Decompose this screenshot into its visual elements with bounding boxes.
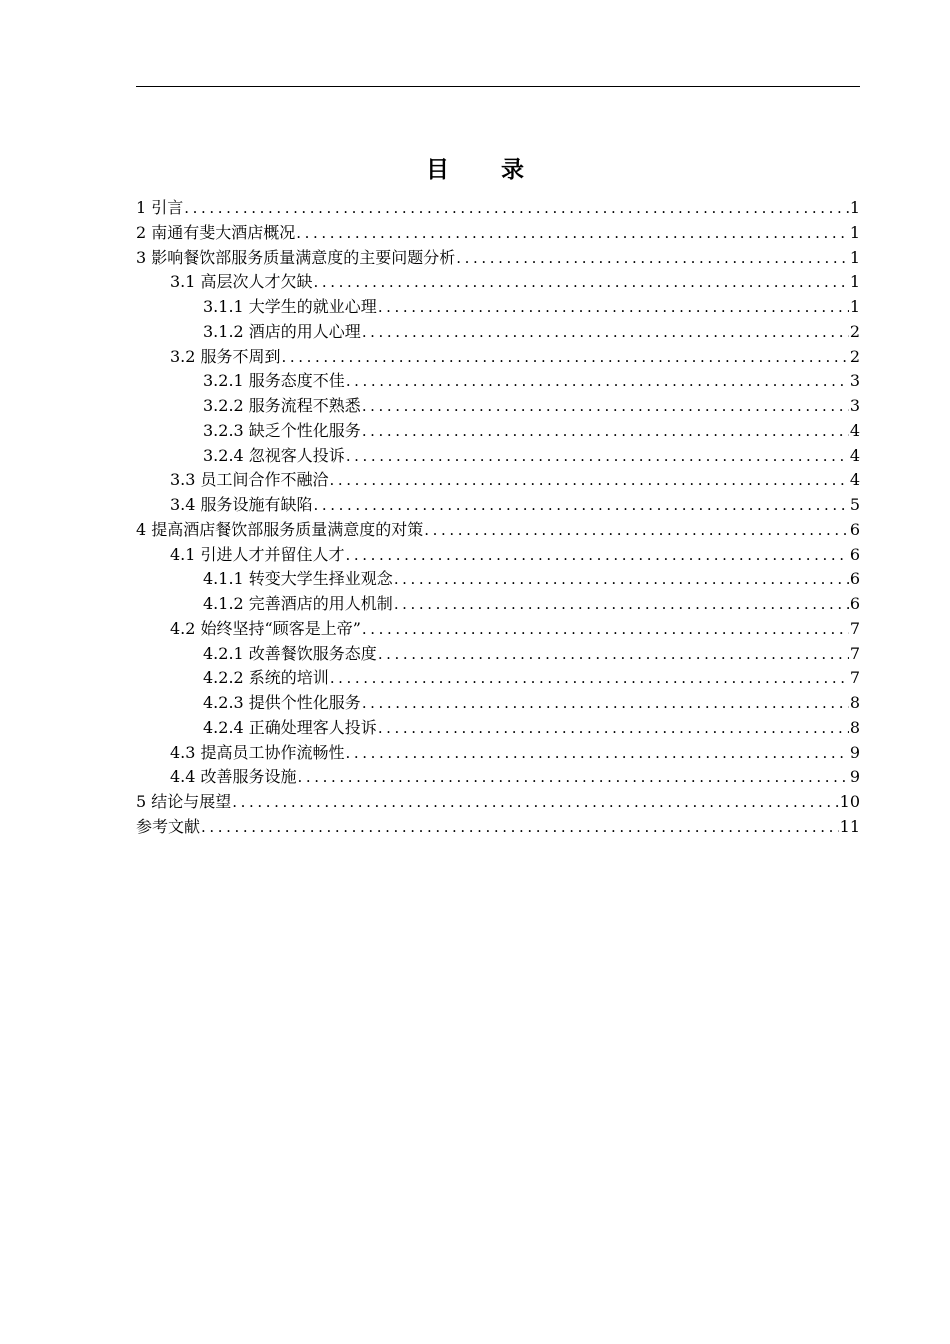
toc-entry-page-number: 9 [849, 742, 860, 762]
toc-entry-label: 3.2.2 服务流程不熟悉 [203, 396, 361, 415]
toc-entry-label: 3.2.4 忽视客人投诉 [203, 445, 345, 465]
toc-entry[interactable] [136, 518, 860, 543]
toc-dot-leader [184, 196, 849, 221]
toc-dot-leader [296, 221, 849, 246]
toc-entry-label: 4.2.4 正确处理客人投诉 [203, 717, 377, 737]
toc-entry[interactable] [136, 345, 860, 370]
toc-dot-leader [282, 345, 849, 370]
toc-entry[interactable] [136, 444, 860, 469]
header-rule [136, 86, 860, 87]
toc-entry[interactable] [136, 617, 860, 642]
toc-entry-page-number: 4 [849, 445, 860, 465]
toc-dot-leader [362, 617, 849, 642]
toc-entry-page-number: 7 [849, 618, 860, 638]
toc-dot-leader [456, 246, 849, 271]
toc-entry[interactable] [136, 246, 860, 271]
toc-dot-leader [314, 493, 849, 518]
toc-entry-label: 4.2 始终坚持“顾客是上帝” [170, 618, 361, 638]
toc-entry-page-number: 1 [849, 247, 860, 267]
toc-entry-label: 4.2.3 提供个性化服务 [203, 693, 361, 712]
toc-entry-label: 3.1.2 酒店的用人心理 [203, 321, 361, 341]
toc-entry-page-number: 2 [849, 321, 860, 341]
toc-dot-leader [330, 468, 849, 493]
toc-entry-page-number: 10 [839, 792, 860, 811]
toc-entry-page-number: 3 [849, 371, 860, 391]
toc-dot-leader [378, 642, 849, 667]
toc-entry-page-number: 2 [849, 346, 860, 366]
toc-dot-leader [346, 741, 849, 766]
toc-entry-label: 参考文献 [136, 816, 201, 836]
toc-entry-page-number: 8 [849, 693, 860, 712]
toc-entry[interactable] [136, 642, 860, 667]
toc-dot-leader [424, 518, 849, 543]
toc-entry[interactable] [136, 221, 860, 246]
toc-dot-leader [298, 765, 849, 790]
toc-entry[interactable] [136, 567, 860, 592]
toc-entry-label: 4 提高酒店餐饮部服务质量满意度的对策 [136, 519, 424, 539]
toc-entry[interactable] [136, 741, 860, 766]
toc-entry-label: 3.2 服务不周到 [170, 346, 281, 366]
toc-entry[interactable] [136, 270, 860, 295]
toc-entry[interactable] [136, 666, 860, 691]
toc-entry[interactable] [136, 394, 860, 419]
toc-entry-label: 2 南通有斐大酒店概况 [136, 222, 296, 242]
toc-entry-page-number: 9 [849, 767, 860, 787]
toc-entry[interactable] [136, 691, 860, 716]
toc-entry-label: 3.4 服务设施有缺陷 [170, 495, 313, 514]
toc-entry[interactable] [136, 419, 860, 444]
toc-dot-leader [346, 369, 849, 394]
toc-entry-label: 3.1 高层次人才欠缺 [170, 272, 313, 292]
toc-entry-page-number: 7 [849, 668, 860, 688]
toc-entry[interactable] [136, 543, 860, 568]
toc-entry-page-number: 6 [849, 519, 860, 539]
toc-entry-page-number: 1 [849, 297, 860, 316]
toc-entry-label: 4.2.2 系统的培训 [203, 668, 329, 688]
toc-entry-label: 4.1.1 转变大学生择业观念 [203, 569, 393, 589]
toc-dot-leader [346, 444, 849, 469]
toc-entry-label: 3.2.1 服务态度不佳 [203, 371, 345, 391]
page-title: 目 录 [425, 156, 546, 183]
toc-dot-leader [394, 567, 849, 592]
toc-entry[interactable] [136, 716, 860, 741]
toc-dot-leader [378, 295, 849, 320]
toc-dot-leader [232, 790, 838, 815]
toc-dot-leader [378, 716, 849, 741]
toc-dot-leader [362, 691, 849, 716]
toc-dot-leader [201, 815, 839, 840]
toc-dot-leader [330, 666, 849, 691]
toc-entry-label: 1 引言 [136, 198, 184, 217]
toc-dot-leader [362, 419, 849, 444]
toc-entry-page-number: 4 [849, 470, 860, 490]
toc-entry-label: 3 影响餐饮部服务质量满意度的主要问题分析 [136, 247, 456, 267]
toc-entry-label: 4.2.1 改善餐饮服务态度 [203, 643, 377, 663]
toc-entry-page-number: 1 [849, 222, 860, 242]
toc-entry[interactable] [136, 468, 860, 493]
toc-entry-label: 4.1.2 完善酒店的用人机制 [203, 594, 393, 613]
toc-entry-label: 3.1.1 大学生的就业心理 [203, 297, 377, 316]
toc-dot-leader [362, 394, 849, 419]
toc-entry-label: 3.3 员工间合作不融洽 [170, 470, 329, 490]
toc-entry-page-number: 7 [849, 643, 860, 663]
toc-entry[interactable] [136, 815, 860, 840]
toc-entry[interactable] [136, 295, 860, 320]
toc-entry-page-number: 6 [849, 544, 860, 564]
toc-entry[interactable] [136, 196, 860, 221]
toc-entry-label: 3.2.3 缺乏个性化服务 [203, 420, 361, 440]
toc-entry-page-number: 3 [849, 396, 860, 415]
toc-entry-label: 4.4 改善服务设施 [170, 767, 297, 787]
toc-entry-page-number: 8 [849, 717, 860, 737]
toc-entry-page-number: 1 [849, 198, 860, 217]
toc-entry[interactable] [136, 765, 860, 790]
toc-entry-page-number: 1 [849, 272, 860, 292]
toc-entry-label: 5 结论与展望 [136, 792, 232, 811]
toc-dot-leader [346, 543, 849, 568]
toc-entry[interactable] [136, 493, 860, 518]
toc-dot-leader [394, 592, 849, 617]
toc-entry-label: 4.3 提高员工协作流畅性 [170, 742, 345, 762]
toc-entry[interactable] [136, 790, 860, 815]
table-of-contents [136, 196, 860, 840]
toc-entry-label: 4.1 引进人才并留住人才 [170, 544, 345, 564]
toc-entry[interactable] [136, 320, 860, 345]
toc-entry[interactable] [136, 592, 860, 617]
toc-dot-leader [362, 320, 849, 345]
toc-entry-page-number: 11 [839, 816, 860, 836]
toc-entry-page-number: 6 [849, 594, 860, 613]
toc-entry[interactable] [136, 369, 860, 394]
toc-entry-page-number: 6 [849, 569, 860, 589]
toc-entry-page-number: 5 [849, 495, 860, 514]
toc-dot-leader [314, 270, 849, 295]
toc-entry-page-number: 4 [849, 420, 860, 440]
